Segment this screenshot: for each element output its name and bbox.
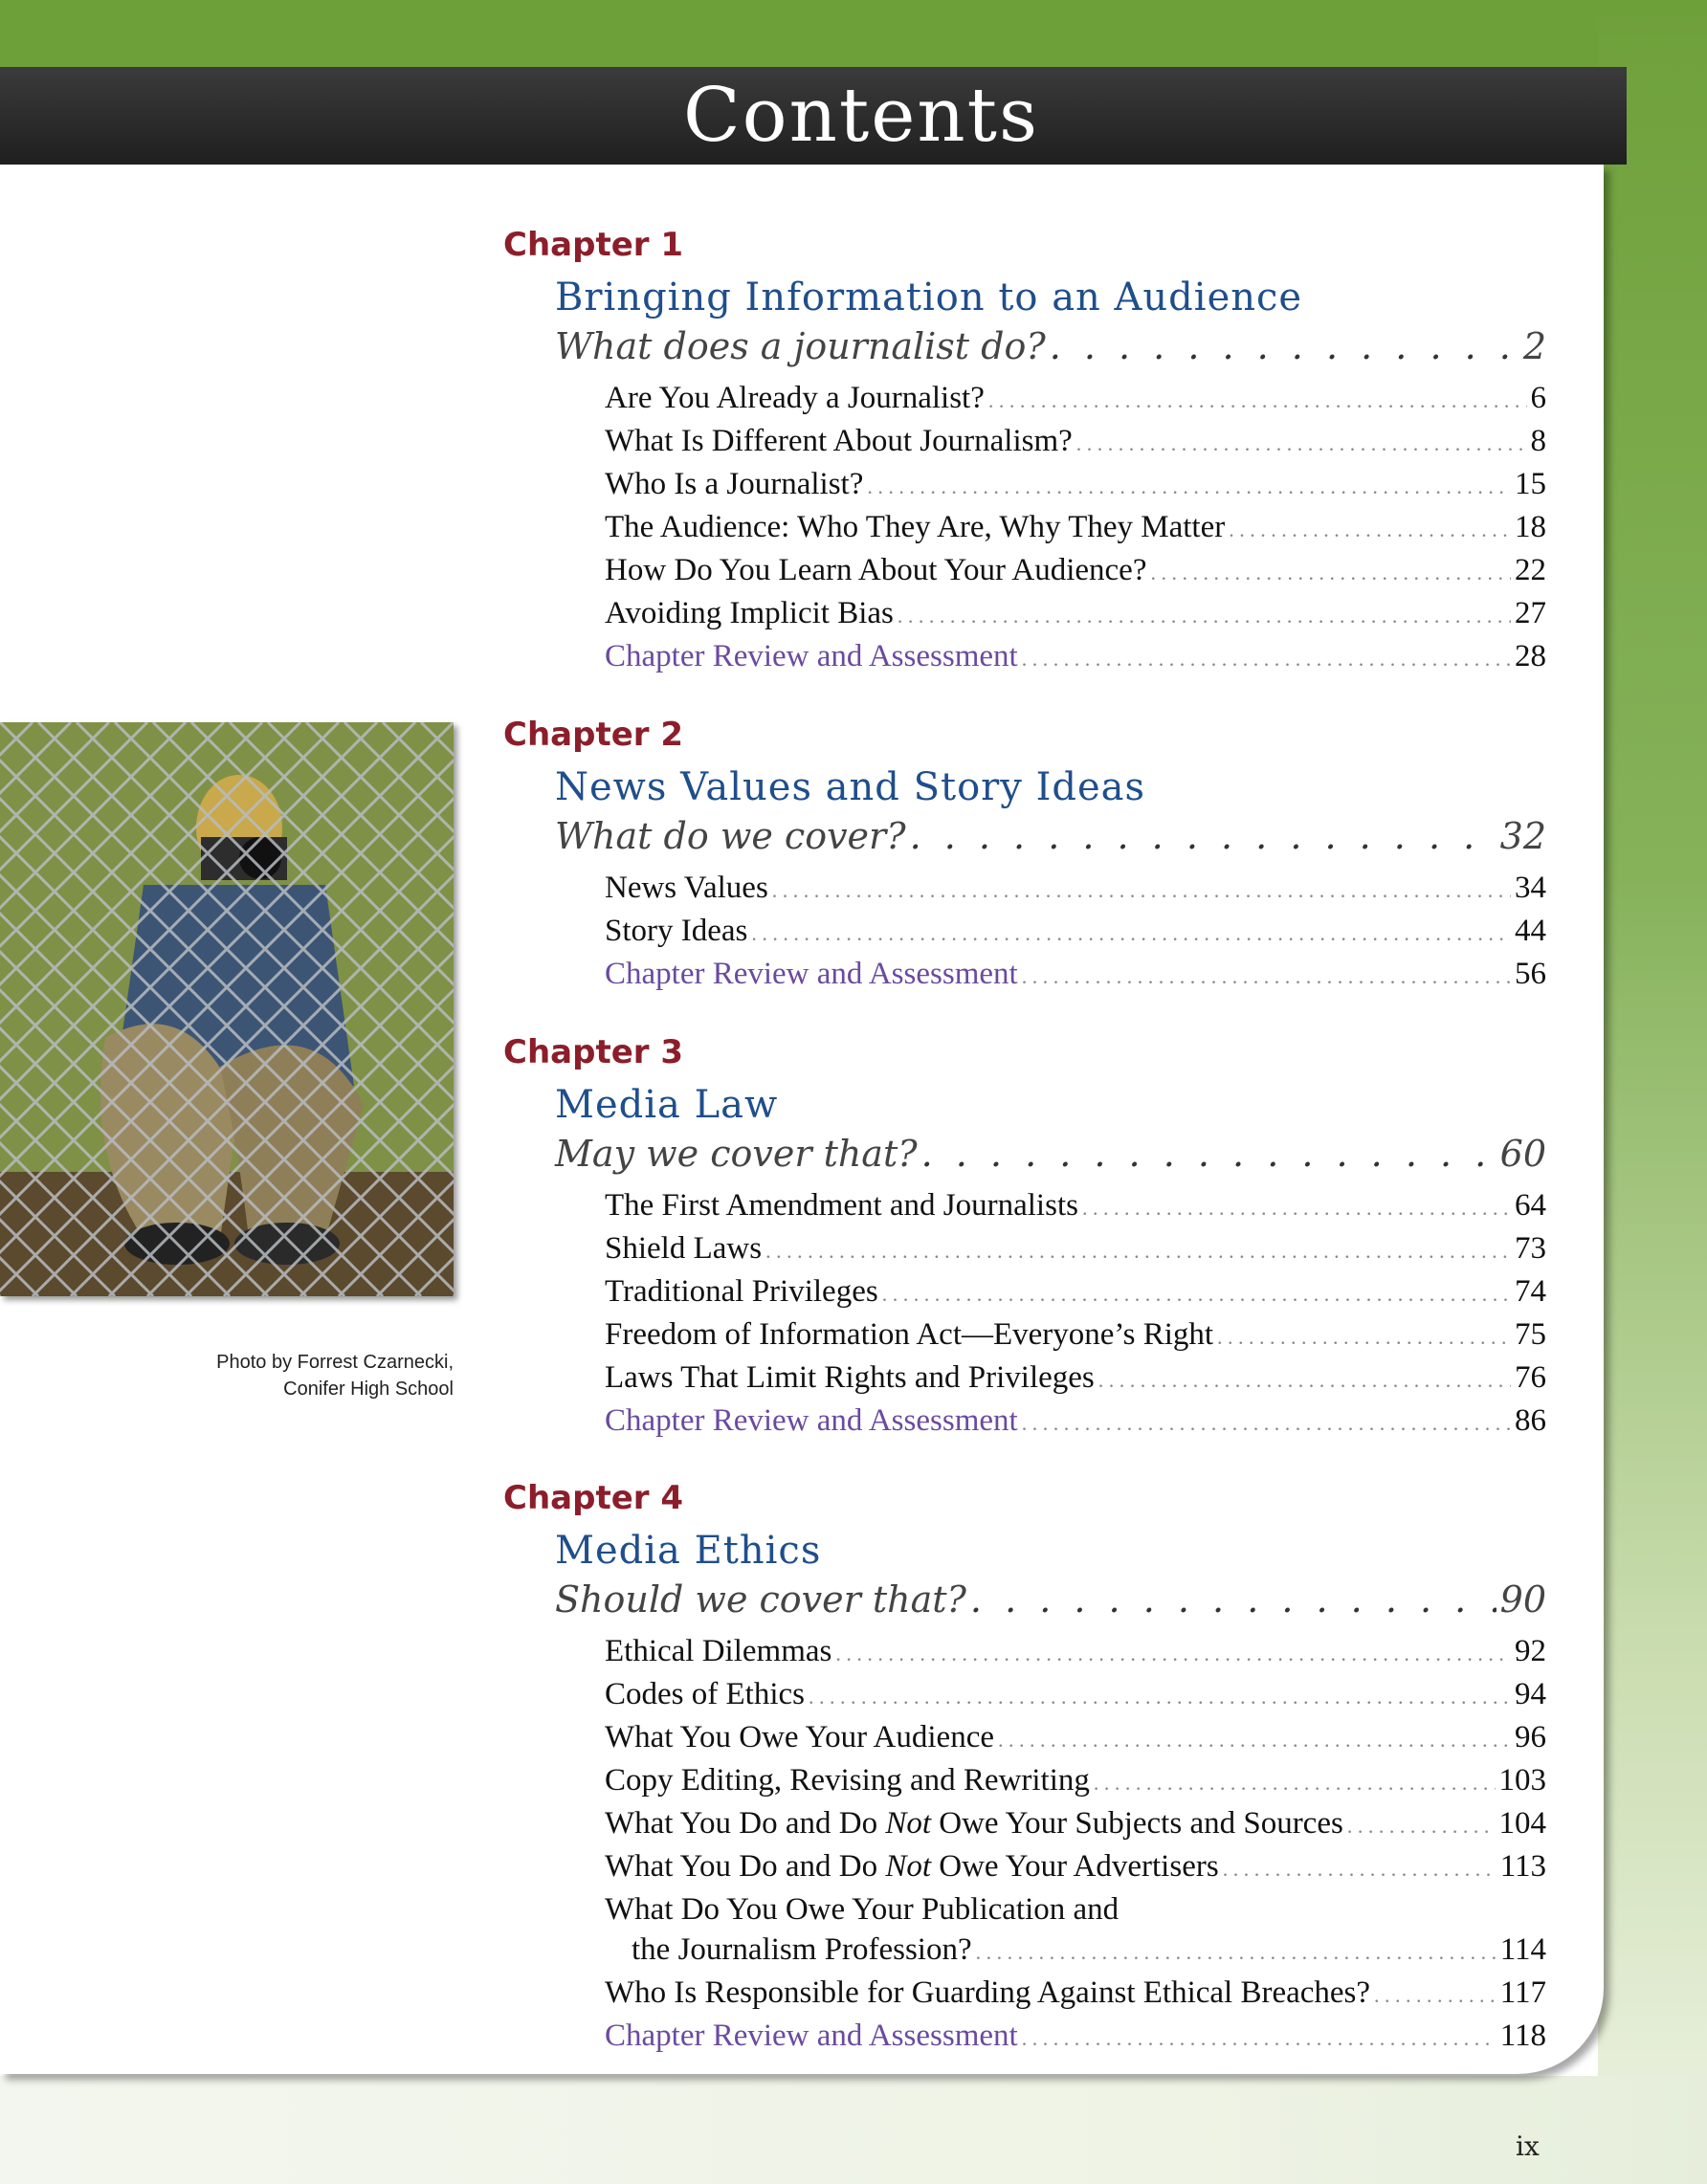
chapter-2-label: Chapter 2 (503, 716, 684, 754)
toc-entry-review[interactable] (605, 639, 1546, 674)
leader-dots (921, 1133, 1496, 1175)
toc-entry[interactable] (605, 1317, 1546, 1353)
page-number: 22 (1515, 553, 1546, 587)
chapter-3-title[interactable]: Media Law (555, 1083, 779, 1127)
toc-entry-review[interactable] (605, 957, 1546, 992)
entry-title: Ethical Dilemmas (605, 1634, 832, 1668)
entry-title: What Is Different About Journalism? (605, 424, 1073, 458)
toc-entry-first-line[interactable] (605, 1892, 1546, 1928)
toc-entry-review[interactable] (605, 1403, 1546, 1439)
page-number: 90 (1499, 1578, 1546, 1621)
leader-dots (809, 1685, 1511, 1710)
page-number: 8 (1530, 424, 1546, 458)
page-number: 27 (1515, 596, 1546, 630)
question-text: May we cover that? (555, 1133, 918, 1175)
entry-title: Codes of Ethics (605, 1677, 805, 1711)
entry-title: Are You Already a Journalist? (605, 381, 985, 415)
page-number: 6 (1530, 381, 1546, 415)
entry-title: What You Do and Do Not Owe Your Advertisers (605, 1849, 1219, 1884)
entry-title: Chapter Review and Assessment (605, 957, 1018, 991)
leader-dots (772, 878, 1511, 903)
toc-entry[interactable] (605, 914, 1546, 949)
toc-entry[interactable] (605, 1677, 1546, 1712)
chapter-1-title[interactable]: Bringing Information to an Audience (555, 276, 1303, 320)
entry-title: The First Amendment and Journalists (605, 1188, 1078, 1223)
leader-dots (1223, 1857, 1496, 1882)
leader-dots (970, 1578, 1496, 1621)
toc-entry[interactable] (605, 871, 1546, 906)
page-number: 74 (1515, 1274, 1546, 1309)
chapter-4-title[interactable]: Media Ethics (555, 1529, 822, 1573)
entry-title: Freedom of Information Act—Everyone’s Right (605, 1317, 1214, 1352)
toc-entry[interactable] (605, 596, 1546, 631)
chapter-1-question[interactable] (555, 325, 1546, 367)
leader-dots (1022, 964, 1511, 989)
green-side-band (1598, 0, 1707, 2184)
leader-dots (1050, 325, 1519, 367)
chapter-4-question[interactable] (555, 1578, 1546, 1621)
leader-dots (867, 474, 1511, 499)
entry-title: Laws That Limit Rights and Privileges (605, 1360, 1095, 1395)
leader-dots (1082, 1196, 1511, 1221)
entry-title: Who Is a Journalist? (605, 467, 864, 501)
leader-dots (1098, 1368, 1511, 1393)
toc-entry[interactable] (605, 1763, 1546, 1798)
leader-dots (898, 604, 1511, 629)
toc-entry[interactable] (605, 424, 1546, 459)
entry-title: Story Ideas (605, 914, 748, 948)
leader-dots (1076, 431, 1527, 456)
entry-title: Chapter Review and Assessment (605, 1403, 1018, 1438)
page-number: 18 (1515, 510, 1546, 544)
toc-entry[interactable] (605, 553, 1546, 588)
emphasis-not: Not (885, 1849, 932, 1884)
leader-dots (1347, 1814, 1496, 1839)
photographer-photo (0, 722, 454, 1296)
caption-line-1: Photo by Forrest Czarnecki, (216, 1352, 454, 1373)
leader-dots (835, 1642, 1511, 1666)
page-title: Contents (683, 73, 1039, 159)
page-number: 44 (1515, 914, 1546, 948)
page-footer-area (0, 2076, 1707, 2184)
entry-title: The Audience: Who They Are, Why They Matter (605, 510, 1226, 544)
leader-dots (1094, 1771, 1496, 1796)
entry-title: Avoiding Implicit Bias (605, 596, 894, 630)
toc-entry[interactable] (605, 1849, 1546, 1885)
page-number: 2 (1522, 325, 1546, 367)
entry-title-continued: the Journalism Profession? (632, 1932, 972, 1967)
entry-title: Chapter Review and Assessment (605, 639, 1018, 673)
leader-dots (1217, 1325, 1511, 1350)
page-number: 104 (1498, 1806, 1546, 1841)
page-number: 60 (1499, 1133, 1546, 1175)
page-number: 76 (1515, 1360, 1546, 1395)
entry-title: Chapter Review and Assessment (605, 2019, 1018, 2053)
leader-dots (1150, 561, 1511, 585)
chapter-1-label: Chapter 1 (503, 226, 684, 264)
toc-entry[interactable] (605, 1634, 1546, 1669)
chapter-3-label: Chapter 3 (503, 1033, 684, 1071)
toc-entry[interactable] (605, 467, 1546, 502)
toc-entry[interactable] (605, 1274, 1546, 1310)
toc-entry-review[interactable] (605, 2019, 1546, 2054)
entry-title: Copy Editing, Revising and Rewriting (605, 1763, 1090, 1798)
question-text: What do we cover? (555, 815, 906, 857)
entry-title: Shield Laws (605, 1231, 763, 1266)
chapter-3-question[interactable] (555, 1133, 1546, 1175)
entry-title: What You Owe Your Audience (605, 1720, 994, 1754)
leader-dots (1374, 1983, 1496, 2008)
page-number: 56 (1515, 957, 1546, 991)
leader-dots (882, 1282, 1511, 1307)
page-number: 32 (1499, 815, 1546, 857)
entry-title: News Values (605, 871, 768, 905)
leader-dots (751, 921, 1511, 946)
leader-dots (1229, 518, 1511, 542)
photo-caption (144, 1349, 454, 1402)
page-number: 34 (1515, 871, 1546, 905)
page-number: 94 (1515, 1677, 1546, 1711)
toc-entry[interactable] (605, 1975, 1546, 2011)
chapter-2-question[interactable] (555, 815, 1546, 857)
page-number: 73 (1515, 1231, 1546, 1266)
chapter-2-title[interactable]: News Values and Story Ideas (555, 765, 1146, 809)
leader-dots (910, 815, 1496, 857)
toc-entry[interactable] (605, 1360, 1546, 1396)
page-number: 86 (1515, 1403, 1546, 1438)
entry-title: Traditional Privileges (605, 1274, 878, 1309)
entry-title: What You Do and Do Not Owe Your Subjects and Sources (605, 1806, 1343, 1841)
toc-entry[interactable] (605, 1188, 1546, 1224)
page-number: 64 (1515, 1188, 1546, 1223)
page-number-footer: ix (1516, 2130, 1540, 2162)
leader-dots (1022, 2026, 1496, 2051)
chapter-4-label: Chapter 4 (503, 1479, 684, 1517)
leader-dots (988, 388, 1527, 413)
photo-illustration (0, 722, 454, 1296)
question-text: Should we cover that? (555, 1578, 966, 1621)
page-number: 114 (1499, 1932, 1546, 1967)
entry-title: How Do You Learn About Your Audience? (605, 553, 1147, 587)
toc-entry[interactable] (605, 510, 1546, 545)
emphasis-not: Not (885, 1806, 932, 1841)
toc-entry-second-line[interactable] (632, 1932, 1546, 1968)
toc-entry[interactable] (605, 1806, 1546, 1842)
page-number: 28 (1515, 639, 1546, 673)
toc-entry[interactable] (605, 1231, 1546, 1267)
page-number: 92 (1515, 1634, 1546, 1668)
page-number: 96 (1515, 1720, 1546, 1754)
toc-entry[interactable] (605, 1720, 1546, 1755)
entry-title: Who Is Responsible for Guarding Against Ethical Breaches? (605, 1975, 1371, 2010)
page-number: 118 (1499, 2019, 1546, 2053)
page-number: 117 (1499, 1975, 1546, 2010)
leader-dots (976, 1940, 1496, 1965)
page-number: 113 (1499, 1849, 1546, 1884)
toc-entry[interactable] (605, 381, 1546, 416)
leader-dots (765, 1239, 1511, 1264)
green-header-band (0, 0, 1707, 69)
question-text: What does a journalist do? (555, 325, 1046, 367)
entry-title: What Do You Owe Your Publication and (605, 1892, 1120, 1927)
page-number: 15 (1515, 467, 1546, 501)
caption-line-2: Conifer High School (283, 1379, 454, 1400)
leader-dots (1022, 1411, 1511, 1436)
page-number: 75 (1515, 1317, 1546, 1352)
page-number: 103 (1498, 1763, 1546, 1798)
leader-dots (1022, 647, 1511, 672)
leader-dots (998, 1728, 1511, 1753)
